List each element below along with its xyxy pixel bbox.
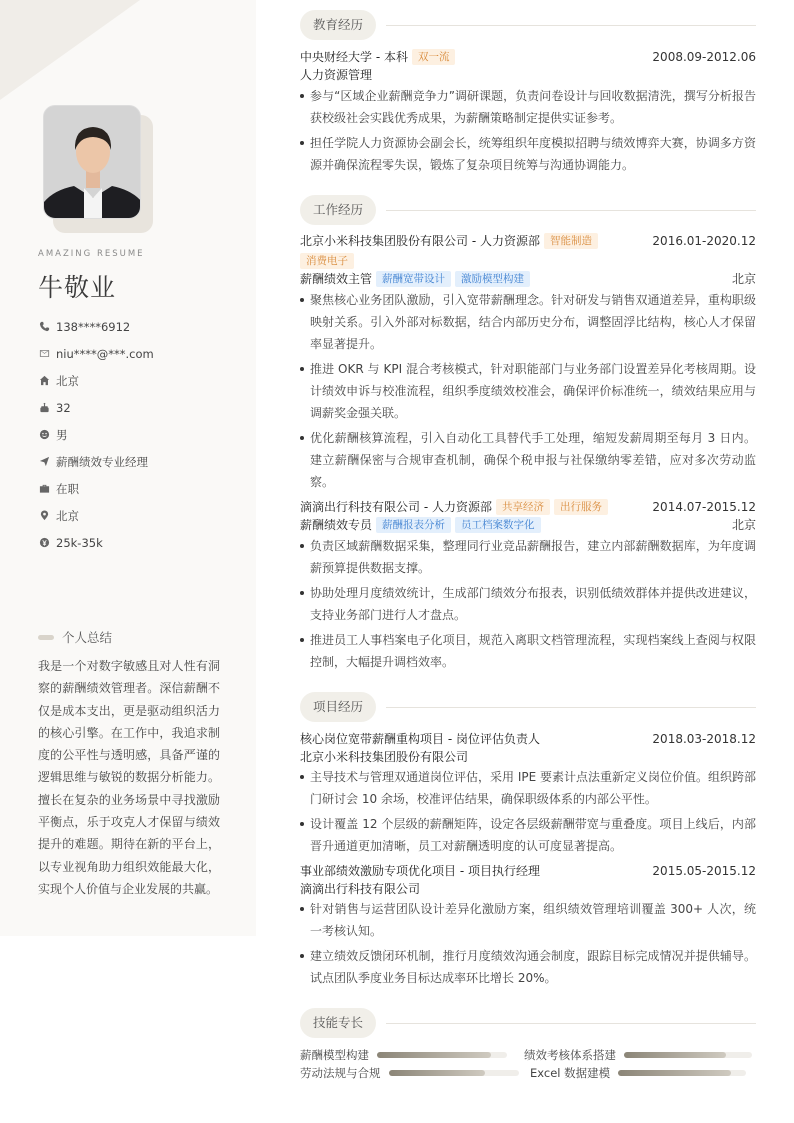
project-org-row — [300, 880, 756, 898]
corner-decoration — [0, 0, 140, 100]
skill-item — [300, 1064, 519, 1082]
summary-title: 个人总结 — [62, 630, 113, 645]
education-bullets — [300, 85, 756, 179]
major-row — [300, 66, 756, 84]
list-item: 优化薪酬核算流程，引入自动化工具替代手工处理，缩短发薪周期至每月 3 日内。建立薪酬保密与合规审查机制，确保个税申报与社保缴纳零差错，应对多次劳动监察。 — [300, 427, 756, 493]
list-item: 协助处理月度绩效统计，生成部门绩效分布报表，识别低绩效群体并提供改进建议，支持业务部门进行人才盘点。 — [300, 582, 756, 626]
info-text: niu****@***.com — [56, 346, 154, 361]
section-projects-header — [300, 692, 756, 722]
industry-tag: 共享经济 — [496, 499, 550, 515]
mail-icon — [38, 348, 50, 360]
list-item: 聚焦核心业务团队激励，引入宽带薪酬理念。针对研发与销售双通道差异，重构职级映射关系。引入外部对标数据，结合内部历史分布，调整固浮比结构，核心人才保留率显著提升。 — [300, 289, 756, 355]
section-divider — [386, 25, 756, 26]
gender-icon — [38, 429, 50, 441]
candidate-name: 牛敬业 — [38, 273, 117, 302]
info-gender — [38, 421, 154, 448]
list-item: 推进员工人事档案电子化项目，规范入离职文档管理流程，实现档案线上查阅与权限控制，大幅提升调档效率。 — [300, 629, 756, 673]
info-text: 薪酬绩效专业经理 — [56, 454, 148, 469]
heading-bar-decoration — [38, 635, 54, 640]
list-item: 负责区域薪酬数据采集，整理同行业竞品薪酬报告，建立内部薪酬数据库，为年度调薪预算提供数据支撑。 — [300, 535, 756, 579]
skill-level-bar — [624, 1052, 752, 1058]
industry-tag: 出行服务 — [554, 499, 608, 515]
section-divider — [386, 1023, 756, 1024]
job-role: 薪酬绩效专员 — [300, 518, 373, 532]
contact-info-list — [38, 313, 154, 556]
profile-photo — [43, 105, 141, 219]
summary-heading — [38, 628, 112, 646]
project-bullets — [300, 898, 756, 992]
phone-icon — [38, 321, 50, 333]
job-role-row — [300, 270, 756, 288]
project-org-row — [300, 748, 756, 766]
info-job-status — [38, 475, 154, 502]
info-email — [38, 340, 154, 367]
section-title: 工作经历 — [300, 195, 376, 225]
project-title-row — [300, 730, 756, 748]
summary-text: 我是一个对数字敏感且对人性有洞察的薪酬绩效管理者。深信薪酬不仅是成本支出，更是驱动组织活力的核心引擎。在工作中，我追求制度的公平性与透明感，具备严谨的逻辑思维与敏锐的数据分析能力。擅长在复杂的业务场景中寻找激励平衡点，乐于攻克人才保留与绩效提升的难题。期待在新的平台上，以专业视角助力组织效能最大化，实现个人价值与企业发展的共赢。 — [38, 659, 220, 896]
education-dates: 2008.09-2012.06 — [652, 50, 756, 64]
section-education-header — [300, 10, 756, 40]
section-title: 教育经历 — [300, 10, 376, 40]
skill-level-bar — [377, 1052, 507, 1058]
list-item: 建立绩效反馈闭环机制，推行月度绩效沟通会制度，跟踪目标完成情况并提供辅导。试点团队季度业务目标达成率环比增长 20%。 — [300, 945, 756, 989]
company-name: 北京小米科技集团股份有限公司 - 人力资源部 — [300, 234, 540, 248]
job-company-row — [300, 232, 756, 250]
job-role: 薪酬绩效主管 — [300, 272, 373, 286]
education-row — [300, 48, 756, 66]
section-divider — [386, 707, 756, 708]
skill-tag: 激励模型构建 — [455, 271, 530, 287]
skill-level-fill — [377, 1052, 491, 1058]
section-title: 技能专长 — [300, 1008, 376, 1038]
info-text: 32 — [56, 400, 71, 415]
section-title: 项目经历 — [300, 692, 376, 722]
info-target-position — [38, 448, 154, 475]
resume-subtitle: AMAZING RESUME — [38, 249, 145, 259]
skill-tag: 薪酬宽带设计 — [376, 271, 451, 287]
info-text: 在职 — [56, 481, 79, 496]
project-title-row — [300, 862, 756, 880]
job-city: 北京 — [731, 272, 756, 286]
project-bullets — [300, 766, 756, 860]
job-bullets — [300, 535, 756, 676]
list-item: 参与“区域企业薪酬竞争力”调研课题，负责问卷设计与回收数据清洗，撰写分析报告获校级社会实践优秀成果，为薪酬策略制定提供实证参考。 — [300, 85, 756, 129]
skill-name: 劳动法规与合规 — [300, 1066, 381, 1080]
section-skills-header — [300, 1008, 756, 1038]
salary-icon — [38, 537, 50, 549]
info-phone — [38, 313, 154, 340]
info-text: 北京 — [56, 373, 79, 388]
job-company-row — [300, 498, 756, 516]
skill-level-bar — [618, 1070, 746, 1076]
info-text: 男 — [56, 427, 68, 442]
profile-photo-frame — [43, 105, 141, 219]
location-pin-icon — [38, 510, 50, 522]
project-org: 滴滴出行科技有限公司 — [300, 882, 421, 896]
info-text: 北京 — [56, 508, 79, 523]
info-target-city — [38, 502, 154, 529]
skill-name: 薪酬模型构建 — [300, 1048, 369, 1062]
skill-level-fill — [618, 1070, 731, 1076]
list-item: 担任学院人力资源协会副会长，统筹组织年度模拟招聘与绩效博弈大赛，协调多方资源并确保流程零失误，锻炼了复杂项目统筹与沟通协调能力。 — [300, 132, 756, 176]
cake-icon — [38, 402, 50, 414]
skill-level-bar — [389, 1070, 519, 1076]
project-dates: 2018.03-2018.12 — [652, 732, 756, 746]
info-residence — [38, 367, 154, 394]
list-item: 针对销售与运营团队设计差异化激励方案，组织绩效管理培训覆盖 300+ 人次，统一考核认知。 — [300, 898, 756, 942]
job-role-row — [300, 516, 756, 534]
school-name: 中央财经大学 - 本科 — [300, 50, 408, 64]
skill-level-fill — [624, 1052, 726, 1058]
project-name: 核心岗位宽带薪酬重构项目 - 岗位评估负责人 — [300, 732, 540, 746]
job-city: 北京 — [731, 518, 756, 532]
info-text: 138****6912 — [56, 319, 131, 334]
job-dates: 2016.01-2020.12 — [652, 234, 756, 248]
major: 人力资源管理 — [300, 68, 373, 82]
portrait-image — [44, 106, 141, 219]
send-icon — [38, 456, 50, 468]
job-tag-overflow-row — [300, 252, 756, 270]
skill-name: 绩效考核体系搭建 — [524, 1048, 616, 1062]
skill-level-fill — [389, 1070, 485, 1076]
info-age — [38, 394, 154, 421]
list-item: 主导技术与管理双通道岗位评估，采用 IPE 要素计点法重新定义岗位价值。组织跨部门研讨会 10 余场，校准评估结果，确保职级体系的内部公平性。 — [300, 766, 756, 810]
industry-tag: 消费电子 — [300, 253, 354, 269]
info-expected-salary — [38, 529, 154, 556]
list-item: 设计覆盖 12 个层级的薪酬矩阵，设定各层级薪酬带宽与重叠度。项目上线后，内部晋升通道更加清晰，员工对薪酬透明度的认可度显著提高。 — [300, 813, 756, 857]
school-tag: 双一流 — [412, 49, 456, 65]
skill-name: Excel 数据建模 — [530, 1066, 611, 1080]
section-divider — [386, 210, 756, 211]
project-name: 事业部绩效激励专项优化项目 - 项目执行经理 — [300, 864, 540, 878]
info-text: 25k-35k — [56, 535, 103, 550]
skill-tag: 员工档案数字化 — [455, 517, 541, 533]
job-bullets — [300, 289, 756, 496]
skill-tag: 薪酬报表分析 — [376, 517, 451, 533]
company-name: 滴滴出行科技有限公司 - 人力资源部 — [300, 500, 492, 514]
skill-item — [300, 1046, 507, 1064]
project-dates: 2015.05-2015.12 — [652, 864, 756, 878]
home-icon — [38, 375, 50, 387]
job-dates: 2014.07-2015.12 — [652, 500, 756, 514]
briefcase-icon — [38, 483, 50, 495]
skill-item — [524, 1046, 752, 1064]
list-item: 推进 OKR 与 KPI 混合考核模式，针对职能部门与业务部门设置差异化考核周期。设计绩效申诉与校准流程，组织季度绩效校准会，确保评价标准统一，绩效结果应用与调薪奖金强关联。 — [300, 358, 756, 424]
section-work-header — [300, 195, 756, 225]
industry-tag: 智能制造 — [544, 233, 598, 249]
skill-item — [530, 1064, 746, 1082]
project-org: 北京小米科技集团股份有限公司 — [300, 750, 469, 764]
